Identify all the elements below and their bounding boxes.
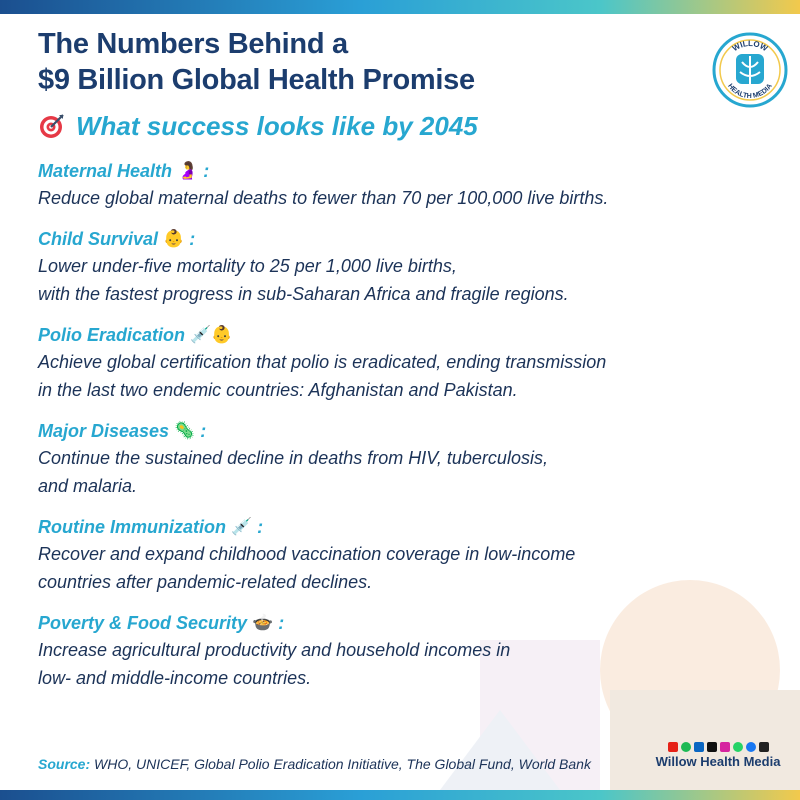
- spotify-icon[interactable]: [681, 742, 691, 752]
- goal-maternal-health: [38, 158, 758, 212]
- goals-list: [38, 158, 758, 706]
- pregnant-woman-icon: 🤰: [177, 161, 199, 180]
- goal-major-diseases: [38, 418, 758, 500]
- microbe-icon: 🦠: [174, 421, 196, 440]
- page-title: The Numbers Behind a $9 Billion Global Health Promise: [38, 28, 475, 96]
- source-text: WHO, UNICEF, Global Polio Eradication Initiative, The Global Fund, World Bank: [90, 756, 591, 772]
- facebook-icon[interactable]: [746, 742, 756, 752]
- goal-description: Lower under-five mortality to 25 per 1,000 live births, with the fastest progress in sub-Saharan Africa and fragile regions.: [38, 256, 569, 304]
- subtitle-text: What success looks like by 2045: [76, 111, 478, 141]
- source-label: Source:: [38, 756, 91, 772]
- syringe-icon: 💉: [231, 517, 253, 536]
- goal-heading: Routine Immunization 💉 :: [38, 514, 758, 540]
- whatsapp-icon[interactable]: [733, 742, 743, 752]
- willow-health-media-logo: [712, 32, 788, 108]
- svg-text:WILLOW: WILLOW: [730, 38, 770, 54]
- goal-poverty-food-security: [38, 610, 758, 692]
- linkedin-icon[interactable]: [694, 742, 704, 752]
- target-icon: [38, 112, 66, 140]
- source-note: [38, 756, 591, 772]
- goal-heading: Polio Eradication 💉👶: [38, 322, 758, 348]
- food-bowl-icon: 🍲: [252, 613, 274, 632]
- goal-description: Achieve global certification that polio is eradicated, ending transmission in the last two endemic countries: Afghanistan and Pakistan.: [38, 352, 607, 400]
- goal-heading: Child Survival 👶 :: [38, 226, 758, 252]
- x-icon[interactable]: [759, 742, 769, 752]
- social-icons: [652, 742, 784, 752]
- tiktok-icon[interactable]: [707, 742, 717, 752]
- goal-description: Recover and expand childhood vaccination coverage in low-income countries after pandemic-related declines.: [38, 544, 576, 592]
- svg-text:HEALTH MEDIA: HEALTH MEDIA: [726, 82, 774, 101]
- top-gradient-bar: [0, 0, 800, 14]
- goal-child-survival: [38, 226, 758, 308]
- goal-heading: Major Diseases 🦠 :: [38, 418, 758, 444]
- goal-routine-immunization: [38, 514, 758, 596]
- baby-icon: 👶: [163, 229, 185, 248]
- bottom-gradient-bar: [0, 790, 800, 800]
- goal-polio-eradication: [38, 322, 758, 404]
- goal-description: Reduce global maternal deaths to fewer than 70 per 100,000 live births.: [38, 188, 609, 208]
- youtube-icon[interactable]: [668, 742, 678, 752]
- syringe-baby-icon: 💉👶: [190, 325, 233, 344]
- brand-footer: [652, 742, 784, 769]
- goal-description: Increase agricultural productivity and household incomes in low- and middle-income countries.: [38, 640, 511, 688]
- goal-heading: Maternal Health 🤰 :: [38, 158, 758, 184]
- instagram-icon[interactable]: [720, 742, 730, 752]
- subtitle: [38, 110, 478, 142]
- brand-name: Willow Health Media: [655, 754, 781, 769]
- goal-description: Continue the sustained decline in deaths from HIV, tuberculosis, and malaria.: [38, 448, 548, 496]
- goal-heading: Poverty & Food Security 🍲 :: [38, 610, 758, 636]
